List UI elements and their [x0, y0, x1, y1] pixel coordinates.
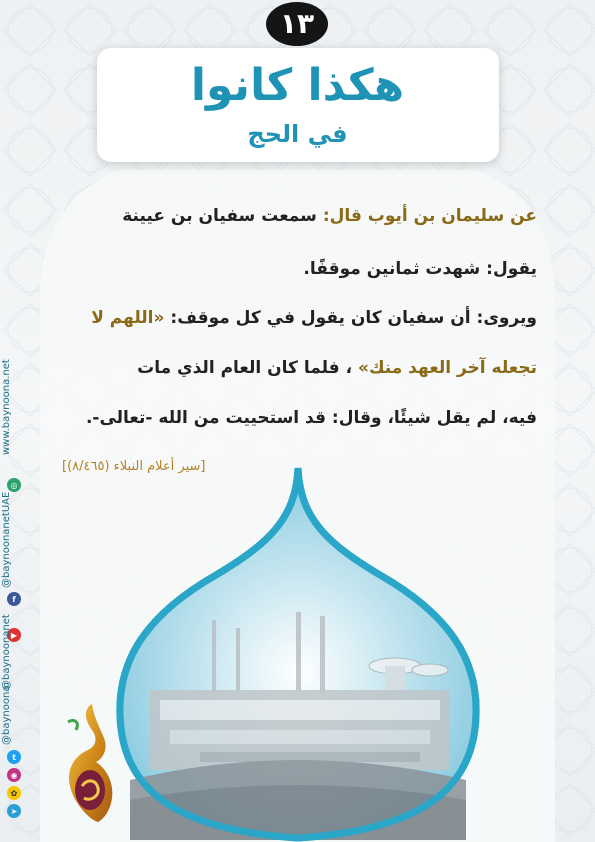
body-line-1 [62, 204, 537, 228]
body-line-2: يقول: شهدت ثمانين موقفًا. [303, 259, 537, 279]
body-line-4-rest: ، فلما كان العام الذي مات [137, 358, 353, 378]
baynoona-logo [52, 700, 126, 826]
source-citation: [سير أعلام النبلاء (٨/٤٦٥)] [62, 459, 206, 474]
body-line-1-rest: سمعت سفيان بن عيينة [122, 206, 317, 226]
body-line-5: فيه، لم يقل شيئًا، وقال: قد استحييت من الله -تعالى-. [85, 408, 537, 428]
page-subtitle: في الحج [247, 120, 348, 148]
page-title: هكذا كانوا [190, 60, 405, 111]
supplication-highlight-1: «اللهم لا [91, 308, 165, 328]
social-icons-2 [7, 590, 21, 608]
supplication-highlight-2: تجعله آخر العهد منك» [357, 358, 537, 378]
handle-uae-link[interactable]: @baynoonanetUAE [1, 491, 12, 588]
card-number-badge: ١٣ [266, 2, 328, 46]
facebook-icon[interactable]: f [7, 592, 21, 606]
snapchat-icon[interactable]: ✿ [7, 786, 21, 800]
web-icon[interactable]: ◎ [7, 478, 21, 492]
handle-short-link[interactable]: @baynoona [1, 685, 12, 745]
website-link[interactable]: www.baynoona.net [1, 359, 12, 455]
handle-link[interactable]: @baynoonanet [1, 614, 12, 690]
body-line-4 [62, 356, 537, 380]
instagram-icon[interactable]: ◉ [7, 768, 21, 782]
body-line-3-rest: ويروى: أن سفيان كان يقول في كل موقف: [170, 308, 537, 328]
youtube-icon[interactable]: ▶ [7, 628, 21, 642]
body-line-3 [62, 306, 537, 330]
telegram-icon[interactable]: ➤ [7, 804, 21, 818]
social-icons-4 [7, 748, 21, 820]
twitter-icon[interactable]: t [7, 750, 21, 764]
narrator-highlight: عن سليمان بن أيوب قال: [322, 206, 537, 226]
